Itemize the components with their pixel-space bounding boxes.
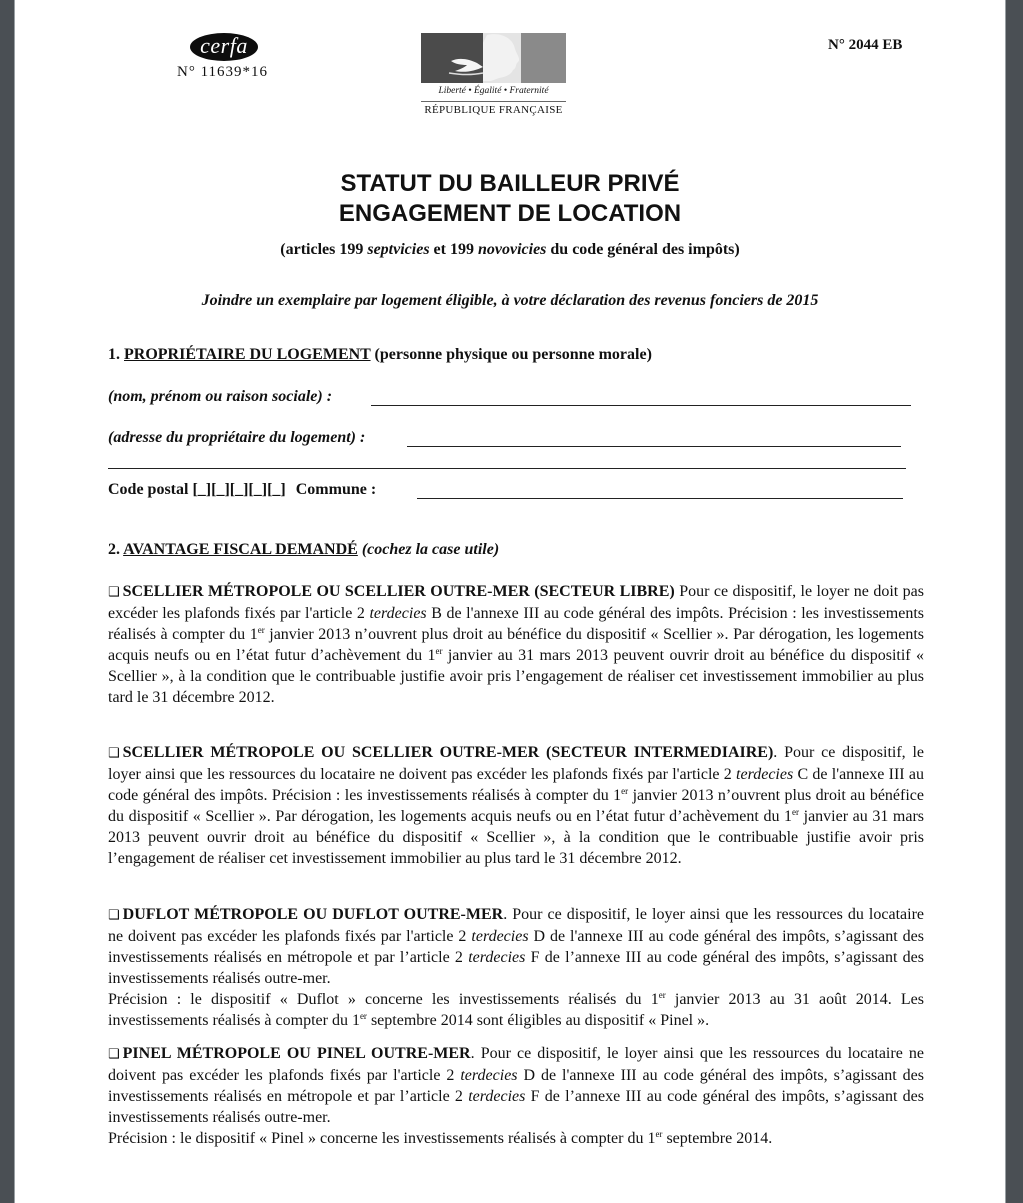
document-page [14, 0, 1006, 1203]
postal-code-boxes[interactable]: [_][_][_][_][_] [192, 481, 286, 498]
owner-address-underline [407, 446, 901, 447]
cerfa-logo: cerfa [190, 33, 258, 61]
section-1-heading: 1. PROPRIÉTAIRE DU LOGEMENT (personne physique ou personne morale) [108, 346, 652, 363]
owner-address-row [108, 429, 365, 447]
postal-row [108, 481, 376, 499]
owner-name-underline [371, 405, 911, 406]
form-number: N° 2044 EB [828, 37, 903, 53]
commune-underline [417, 498, 903, 499]
republic-label: RÉPUBLIQUE FRANÇAISE [424, 104, 563, 116]
marianne-emblem-icon [421, 33, 566, 83]
checkbox-scellier-libre[interactable]: ❑ [108, 585, 120, 600]
title-line-2: ENGAGEMENT DE LOCATION [338, 200, 682, 227]
owner-name-row [108, 388, 332, 406]
checkbox-pinel[interactable]: ❑ [108, 1047, 120, 1062]
owner-address-label: (adresse du propriétaire du logement) : [108, 429, 366, 446]
owner-address-underline-2 [108, 468, 906, 469]
instruction-text: Joindre un exemplaire par logement éligible, à votre déclaration des revenus fonciers de 2015 [201, 292, 819, 309]
cerfa-number: N° 11639*16 [177, 64, 269, 80]
postal-code-label: Code postal [108, 481, 189, 498]
owner-name-label: (nom, prénom ou raison sociale) : [108, 388, 333, 405]
checkbox-scellier-intermediaire[interactable]: ❑ [108, 746, 120, 761]
republic-motto: Liberté • Égalité • Fraternité [438, 86, 549, 96]
option-duflot: ❑ DUFLOT MÉTROPOLE OU DUFLOT OUTRE-MER. Pour ce dispositif, le loyer ainsi que les ressources du locataire ne doivent pas excéder les plafonds fixés par l'article 2 terdecies D de l'annexe III au code général des impôts, s’agissant des investissements réalisés en métropole et par l’article 2 terdecies F de l’annexe III au code général des impôts, s’agissant des investissements réalisés outre-mer. Précision : le dispositif « Duflot » concerne les investissements réalisés du 1er janvier 2013 au 31 août 2014. Les investissements réalisés à compter du 1er septembre 2014 sont éligibles au dispositif « Pinel ». [108, 906, 925, 1029]
option-scellier-libre: ❑ SCELLIER MÉTROPOLE OU SCELLIER OUTRE-MER (SECTEUR LIBRE) Pour ce dispositif, le loyer ne doit pas excéder les plafonds fixés par l'article 2 terdecies B de l'annexe III au code général des impôts. Précision : les investissements réalisés à compter du 1er janvier 2013 n’ouvrent plus droit au bénéfice du dispositif « Scellier ». Par dérogation, les logements acquis neufs ou en l’état futur d’achèvement du 1er janvier au 31 mars 2013 peuvent ouvrir droit au bénéfice du dispositif « Scellier », à la condition que le contribuable justifie avoir pris l’engagement de réaliser cet investissement immobilier au plus tard le 31 décembre 2012. [108, 583, 925, 706]
checkbox-duflot[interactable]: ❑ [108, 908, 120, 923]
subtitle: (articles 199 septvicies et 199 novovicies du code général des impôts) [280, 241, 740, 258]
option-pinel: ❑ PINEL MÉTROPOLE OU PINEL OUTRE-MER. Pour ce dispositif, le loyer ainsi que les ressources du locataire ne doivent pas excéder les plafonds fixés par l'article 2 terdecies D de l'annexe III au code général des impôts, s’agissant des investissements réalisés en métropole et par l’article 2 terdecies F de l’annexe III au code général des impôts, s’agissant des investissements réalisés outre-mer. Précision : le dispositif « Pinel » concerne les investissements réalisés à compter du 1er septembre 2014. [108, 1045, 925, 1147]
option-scellier-intermediaire: ❑ SCELLIER MÉTROPOLE OU SCELLIER OUTRE-MER (SECTEUR INTERMEDIAIRE). Pour ce dispositif, le loyer ainsi que les ressources du locataire ne doivent pas excéder les plafonds fixés par l'article 2 terdecies C de l'annexe III au code général des impôts. Précision : les investissements réalisés à compter du 1er janvier 2013 n’ouvrent plus droit au bénéfice du dispositif « Scellier ». Par dérogation, les logements acquis neufs ou en l’état futur d’achèvement du 1er janvier au 31 mars 2013 peuvent ouvrir droit au bénéfice du dispositif « Scellier », à la condition que le contribuable justifie avoir pris l’engagement de réaliser cet investissement immobilier au plus tard le 31 décembre 2012. [108, 744, 925, 867]
title-line-1: STATUT DU BAILLEUR PRIVÉ [340, 170, 680, 197]
section-2-heading: 2. AVANTAGE FISCAL DEMANDÉ (cochez la case utile) [108, 541, 500, 558]
commune-label: Commune : [295, 481, 377, 498]
motto-divider [421, 101, 566, 102]
